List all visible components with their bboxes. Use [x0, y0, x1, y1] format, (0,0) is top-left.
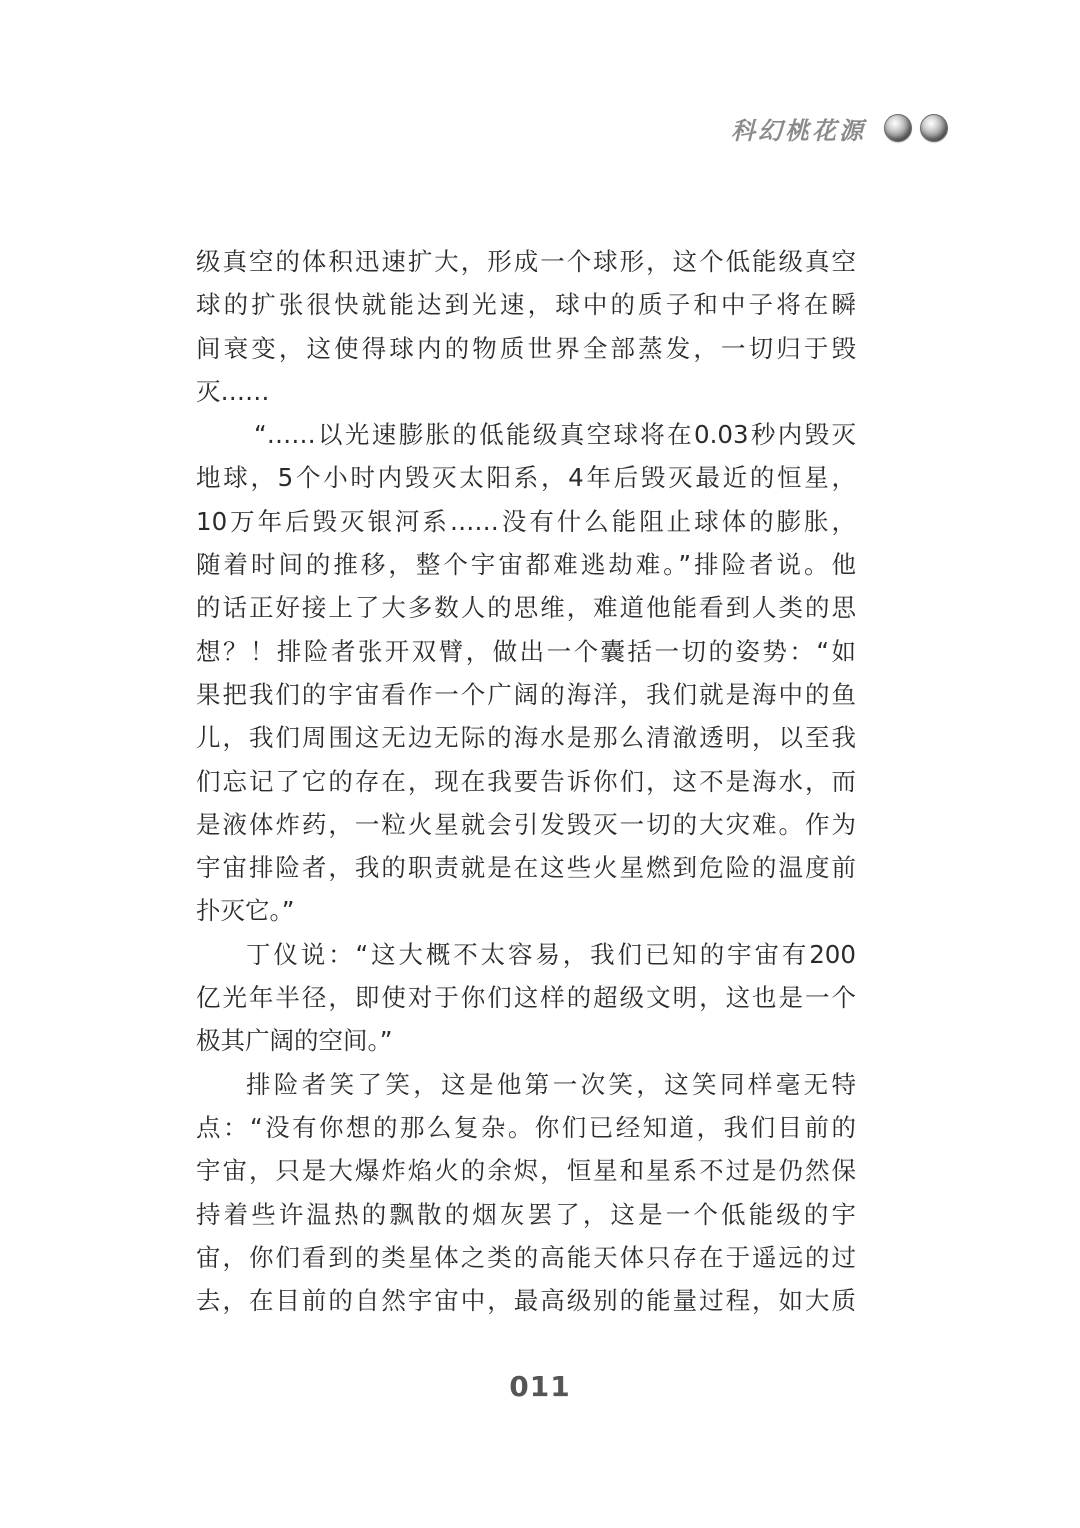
text-line: 想？！排险者张开双臂，做出一个囊括一切的姿势：“如	[196, 636, 856, 666]
text-line: 的话正好接上了大多数人的思维，难道他能看到人类的思	[196, 593, 856, 623]
text-line: 间衰变，这使得球内的物质世界全部蒸发，一切归于毁	[196, 333, 856, 363]
text-line: 球的扩张很快就能达到光速，球中的质子和中子将在瞬	[196, 290, 856, 320]
text-line: 宇宙排险者，我的职责就是在这些火星燃到危险的温度前	[196, 853, 856, 883]
text-line: 宙，你们看到的类星体之类的高能天体只存在于遥远的过	[196, 1242, 856, 1272]
text-line: 10万年后毁灭银河系……没有什么能阻止球体的膨胀，	[196, 506, 856, 536]
text-line: 扑灭它。”	[196, 896, 295, 926]
text-line: 丁仪说：“这大概不太容易，我们已知的宇宙有200	[246, 939, 856, 969]
text-line: “……以光速膨胀的低能级真空球将在0.03秒内毁灭	[254, 420, 856, 450]
text-line: 点：“没有你想的那么复杂。你们已经知道，我们目前的	[196, 1112, 856, 1142]
text-line: 儿，我们周围这无边无际的海水是那么清澈透明，以至我	[196, 723, 856, 753]
text-line: 极其广阔的空间。”	[196, 1026, 393, 1056]
page-number: 011	[509, 1370, 571, 1403]
text-line: 级真空的体积迅速扩大，形成一个球形，这个低能级真空	[196, 247, 856, 276]
text-line: 宇宙，只是大爆炸焰火的余烬，恒星和星系不过是仍然保	[196, 1156, 856, 1186]
text-line: 持着些许温热的飘散的烟灰罢了，这是一个低能级的宇	[196, 1199, 856, 1229]
text-line: 是液体炸药，一粒火星就会引发毁灭一切的大灾难。作为	[196, 809, 856, 839]
text-line: 灭……	[196, 376, 270, 406]
text-line: 地球，5个小时内毁灭太阳系，4年后毁灭最近的恒星，	[196, 463, 856, 493]
text-line: 果把我们的宇宙看作一个广阔的海洋，我们就是海中的鱼	[196, 679, 856, 709]
text-line: 排险者笑了笑，这是他第一次笑，这笑同样毫无特	[246, 1069, 856, 1099]
running-header	[731, 108, 948, 148]
text-line: 随着时间的推移，整个宇宙都难逃劫难。”排险者说。他	[196, 550, 856, 580]
text-line: 亿光年半径，即使对于你们这样的超级文明，这也是一个	[196, 983, 856, 1013]
text-line: 们忘记了它的存在，现在我要告诉你们，这不是海水，而	[196, 766, 856, 796]
book-series-title: 科幻桃花源	[731, 116, 866, 145]
orb-left-icon	[884, 114, 912, 142]
orb-right-icon	[920, 114, 948, 142]
body-text	[196, 240, 856, 1322]
text-line: 去，在目前的自然宇宙中，最高级别的能量过程，如大质	[196, 1286, 856, 1316]
